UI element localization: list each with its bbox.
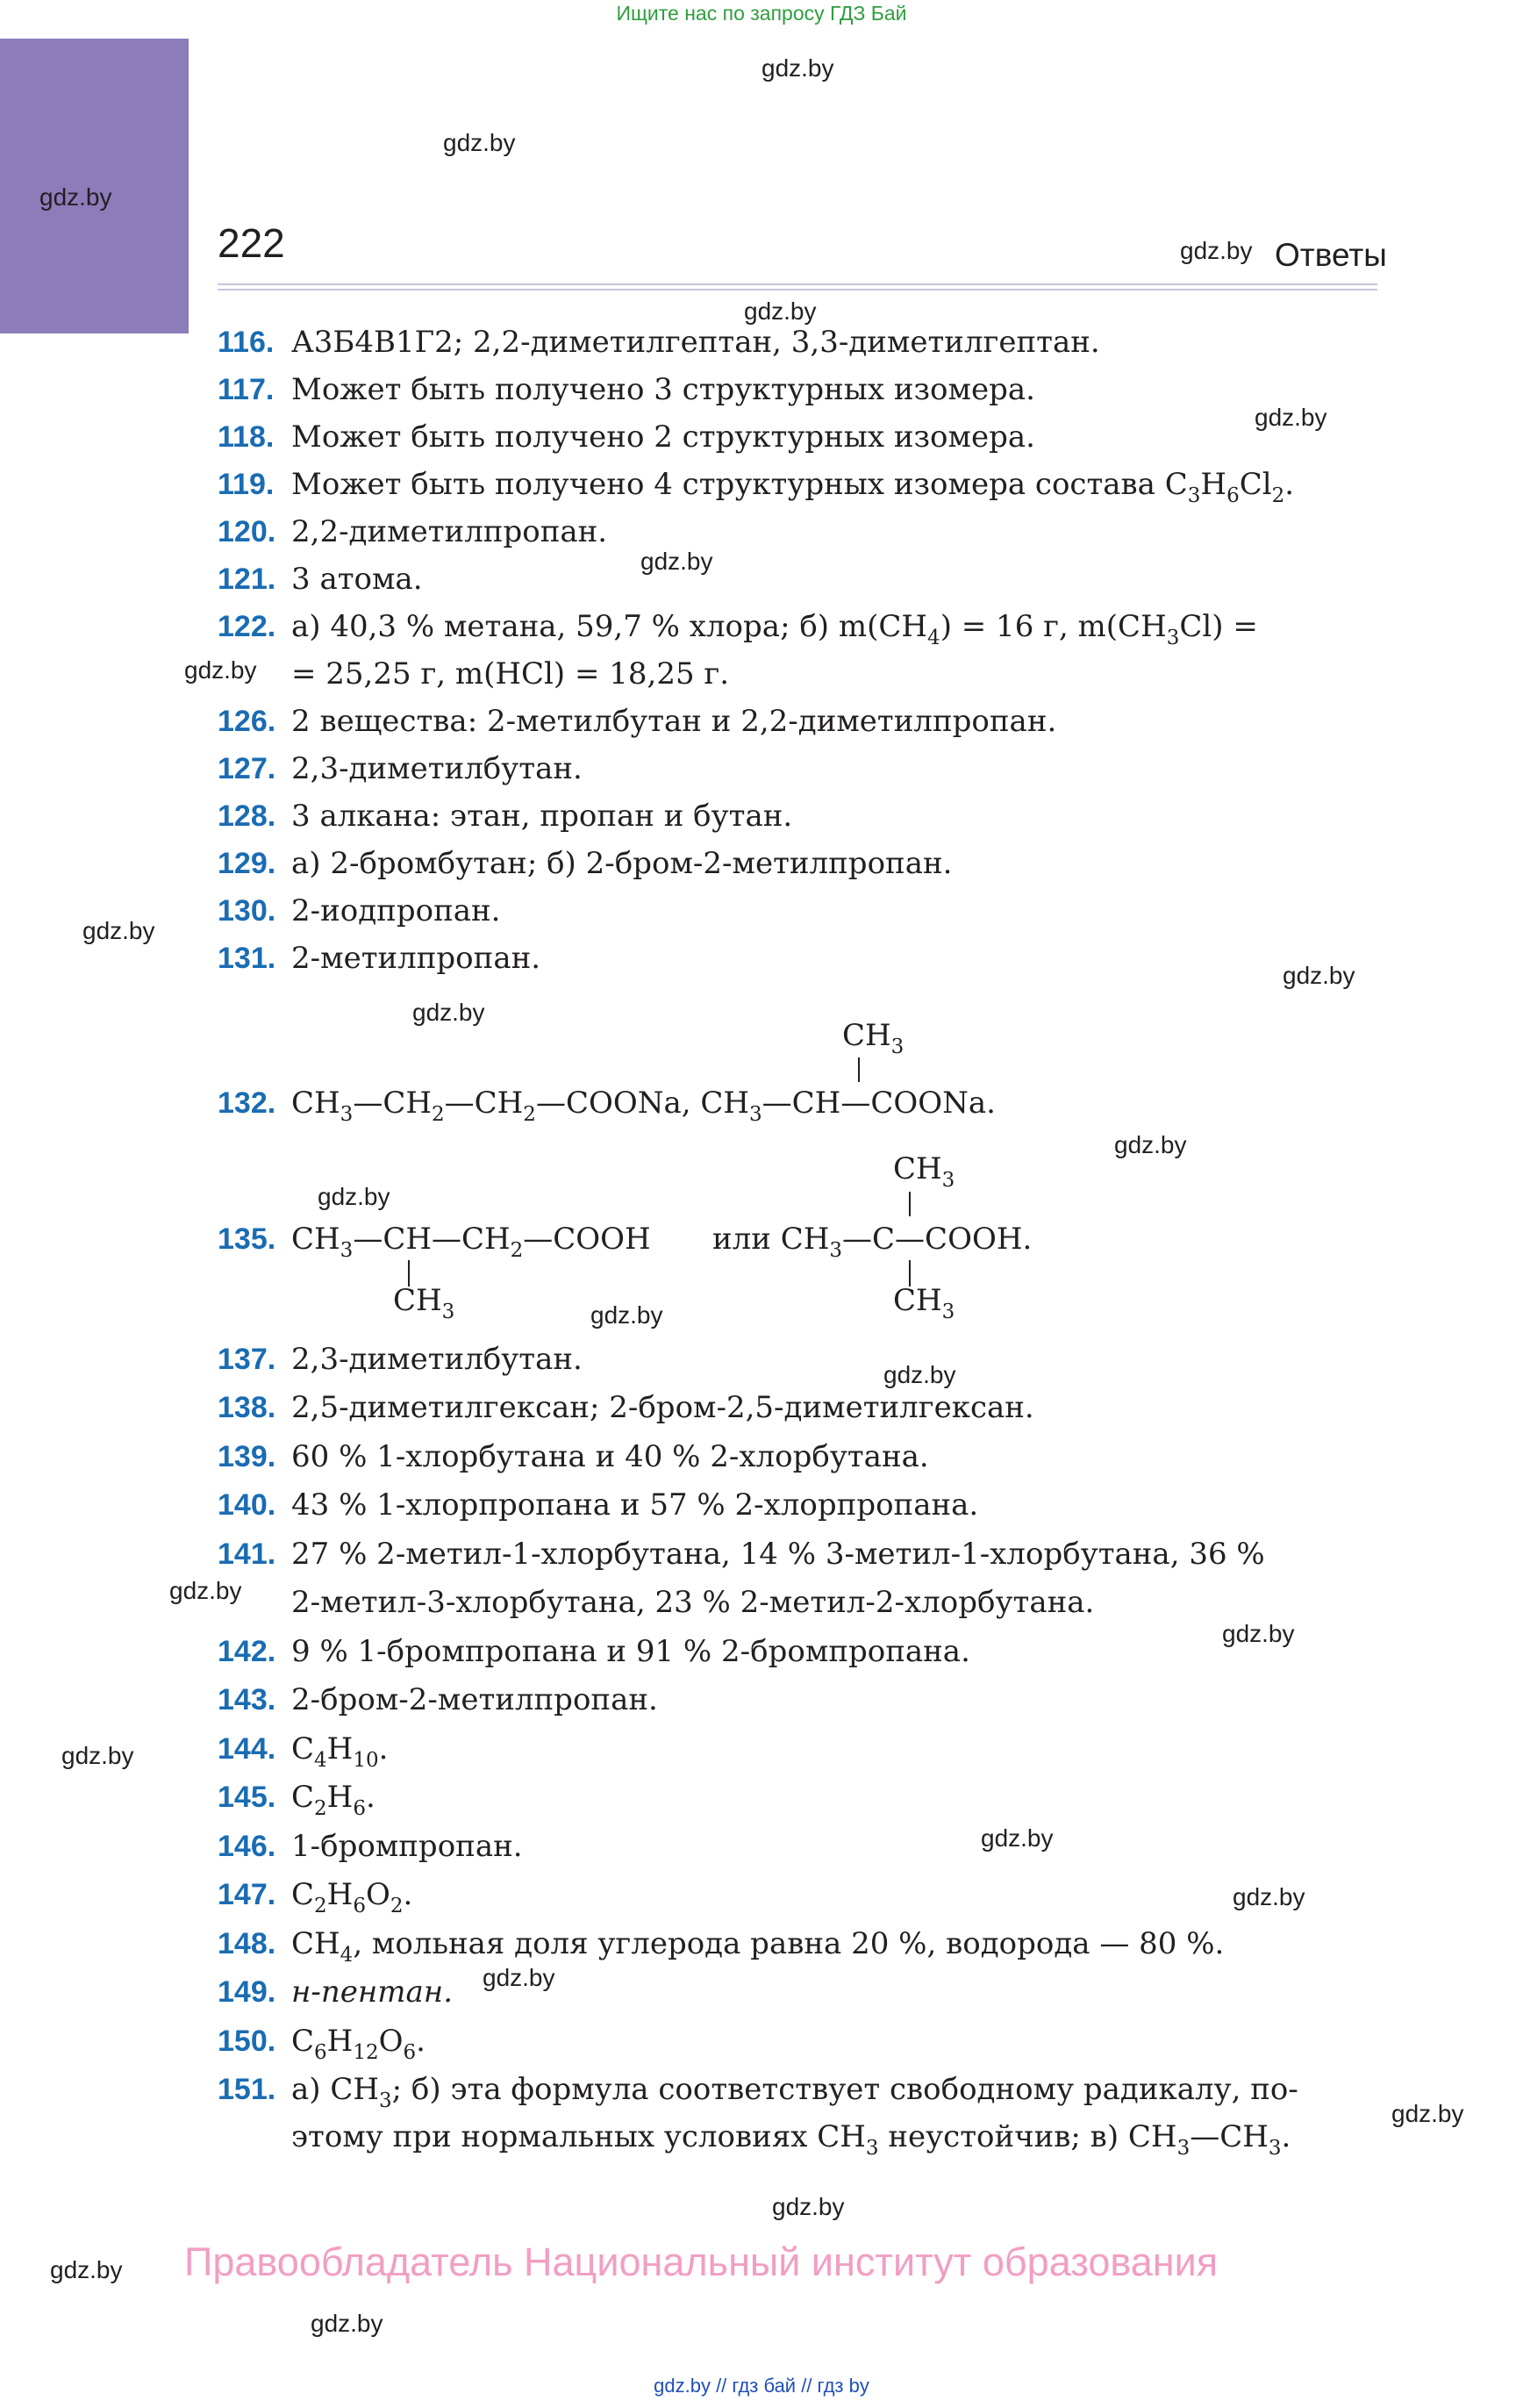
answer-text: а) CH	[291, 2072, 380, 2107]
answer-text: 43 % 1-хлорпропана и 57 % 2-хлорпропана.	[291, 1487, 979, 1523]
answer-text: .	[403, 1877, 413, 1912]
formula-branch-top	[842, 1018, 905, 1058]
answer-number: 137.	[218, 1343, 276, 1376]
answer-text: —CH	[1190, 2119, 1269, 2154]
formula-atom: CH	[780, 1222, 830, 1257]
watermark: gdz.by	[1114, 1131, 1187, 1158]
formula-atom: —C—COOH.	[842, 1222, 1033, 1257]
subscript: 3	[1187, 484, 1201, 507]
formula-branch-bottom	[393, 1283, 455, 1323]
answer-122	[218, 609, 1258, 648]
answer-number: 119.	[218, 468, 275, 501]
watermark: gdz.by	[772, 2193, 845, 2220]
answer-number: 118.	[218, 420, 275, 454]
answer-127	[218, 751, 583, 786]
answer-119	[218, 467, 1294, 505]
formula-atom: CH	[291, 1222, 340, 1257]
answer-text: .	[365, 1780, 375, 1815]
subscript: 2	[510, 1239, 524, 1262]
answer-128	[218, 799, 792, 834]
formula-atom: —CH	[444, 1086, 524, 1121]
watermark: gdz.by	[483, 1964, 555, 1991]
watermark: gdz.by	[744, 297, 817, 325]
answer-text: Может быть получено 2 структурных изомера.	[291, 419, 1035, 455]
watermark: gdz.by	[1283, 962, 1355, 989]
answer-120	[218, 514, 607, 549]
answer-118	[218, 419, 1035, 455]
watermark: gdz.by	[1180, 237, 1253, 264]
answer-number: 140.	[218, 1488, 276, 1522]
subscript: 3	[1166, 627, 1180, 649]
answer-135	[218, 1222, 651, 1260]
answer-text: C	[291, 1780, 315, 1815]
watermark: gdz.by	[412, 999, 485, 1026]
answer-text: н-пентан.	[291, 1974, 454, 2010]
page-number: 222	[218, 220, 285, 266]
answer-text: Cl	[1239, 467, 1272, 502]
answer-text: O	[378, 2024, 404, 2059]
formula-atom: CH	[893, 1283, 942, 1318]
subscript: 6	[1226, 484, 1240, 507]
footer-links[interactable]: gdz.by // гдз бай // гдз by	[654, 2375, 869, 2397]
answer-146	[218, 1829, 523, 1864]
answer-138	[218, 1390, 1034, 1425]
answer-140	[218, 1487, 978, 1523]
watermark: gdz.by	[1391, 2100, 1464, 2127]
formula-atom: —COOH	[523, 1222, 651, 1257]
answer-149	[218, 1974, 453, 2010]
answer-text: 1-бромпропан.	[291, 1829, 523, 1864]
bond-line	[858, 1057, 860, 1082]
subscript: 3	[340, 1239, 354, 1262]
answer-142	[218, 1634, 970, 1669]
answer-text: ; б) эта формула соответствует свободному радикалу, по-	[391, 2072, 1298, 2107]
answer-number: 120.	[218, 515, 276, 548]
watermark: gdz.by	[762, 54, 834, 82]
answer-text: 2 вещества: 2-метилбутан и 2,2-диметилпропан.	[291, 704, 1057, 739]
answer-number: 148.	[218, 1927, 276, 1960]
header-rule	[218, 289, 1377, 290]
answer-text: 9 % 1-бромпропана и 91 % 2-бромпропана.	[291, 1634, 970, 1669]
copyright-notice: Правообладатель Национальный институт образования	[184, 2240, 1219, 2284]
answer-text: 2,5-диметилгексан; 2-бром-2,5-диметилгексан.	[291, 1390, 1034, 1425]
answer-number: 144.	[218, 1732, 276, 1766]
answer-number: 151.	[218, 2073, 276, 2106]
answer-126	[218, 704, 1056, 739]
subscript: 6	[403, 2041, 417, 2064]
answer-text: а) 2-бромбутан; б) 2-бром-2-метилпропан.	[291, 846, 953, 881]
watermark: gdz.by	[640, 548, 713, 575]
answer-147	[218, 1877, 412, 1916]
answer-141	[218, 1537, 1265, 1572]
answer-129	[218, 846, 952, 881]
answer-text: неустойчив; в) CH	[878, 2119, 1177, 2154]
answer-141-continued: 2-метил-3-хлорбутана, 23 % 2-метил-2-хлорбутана.	[291, 1585, 1095, 1620]
watermark: gdz.by	[981, 1824, 1054, 1852]
answer-text: Cl) =	[1179, 609, 1258, 644]
subscript: 3	[890, 1036, 905, 1058]
answer-text: 2,3-диметилбутан.	[291, 751, 583, 786]
answer-number: 131.	[218, 942, 276, 975]
answer-text: 2-метилпропан.	[291, 941, 541, 976]
subscript: 2	[431, 1103, 445, 1126]
answer-151-continued	[291, 2119, 1291, 2158]
answer-text: 2,3-диметилбутан.	[291, 1342, 583, 1377]
answer-text: H	[326, 1780, 354, 1815]
watermark: gdz.by	[39, 183, 112, 211]
answer-number: 146.	[218, 1830, 276, 1863]
answer-number: 126.	[218, 705, 276, 738]
subscript: 3	[340, 1103, 354, 1126]
formula-atom: CH	[393, 1283, 442, 1318]
answer-text: а) 40,3 % метана, 59,7 % хлора; б) m(CH	[291, 609, 928, 644]
formula-atom: CH	[842, 1018, 891, 1053]
answer-text: H	[326, 2024, 354, 2059]
answer-text: 27 % 2-метил-1-хлорбутана, 14 % 3-метил-1-хлорбутана, 36 %	[291, 1537, 1265, 1572]
answer-number: 138.	[218, 1391, 276, 1424]
answer-text: этому при нормальных условиях CH	[291, 2119, 866, 2154]
answer-text: 2-иодпропан.	[291, 893, 501, 928]
watermark: gdz.by	[590, 1301, 663, 1329]
answer-number: 117.	[218, 373, 275, 406]
answer-122-continued: = 25,25 г, m(HCl) = 18,25 г.	[291, 656, 730, 692]
answer-130	[218, 893, 500, 928]
subscript: 3	[441, 1301, 455, 1323]
formula-atom: CH	[291, 1086, 340, 1121]
answer-117	[218, 372, 1035, 407]
answer-number: 142.	[218, 1635, 276, 1668]
formula-atom: CH	[893, 1151, 942, 1186]
answer-text: 60 % 1-хлорбутана и 40 % 2-хлорбутана.	[291, 1439, 929, 1474]
answer-number: 127.	[218, 752, 276, 785]
answer-139	[218, 1439, 929, 1474]
subscript: 3	[941, 1169, 955, 1192]
subscript: 10	[353, 1749, 379, 1772]
subscript: 4	[340, 1944, 354, 1967]
answer-text: А3Б4В1Г2; 2,2-диметилгептан, 3,3-диметилгептан.	[291, 325, 1100, 360]
answer-number: 121.	[218, 563, 276, 596]
subscript: 2	[314, 1797, 327, 1820]
answer-text: CH	[291, 1926, 340, 1961]
subscript: 4	[927, 627, 940, 649]
watermark: gdz.by	[82, 917, 155, 944]
answer-text: Может быть получено 3 структурных изомера.	[291, 372, 1035, 407]
formula-atom: —CH—COONa.	[762, 1086, 996, 1121]
formula-atom: —COONa, CH	[535, 1086, 750, 1121]
subscript: 3	[829, 1239, 843, 1262]
answer-116	[218, 325, 1100, 360]
formula-branch-top	[893, 1151, 955, 1192]
watermark: gdz.by	[443, 129, 516, 156]
top-banner[interactable]: Ищите нас по запросу ГДЗ Бай	[616, 2, 907, 25]
watermark: gdz.by	[169, 1577, 242, 1604]
header-rule	[218, 283, 1377, 285]
answer-number: 116.	[218, 326, 275, 359]
answer-131	[218, 941, 540, 976]
answer-text: H	[326, 1731, 354, 1767]
subscript: 2	[523, 1103, 536, 1126]
answer-number: 130.	[218, 894, 276, 928]
subscript: 3	[1268, 2137, 1282, 2160]
answer-number: 132.	[218, 1086, 276, 1120]
answer-number: 129.	[218, 847, 276, 880]
formula-or	[712, 1222, 1032, 1260]
answer-text: 3 атома.	[291, 562, 423, 597]
answer-number: 128.	[218, 799, 276, 833]
answer-121	[218, 562, 423, 597]
answer-text: C	[291, 2024, 315, 2059]
subscript: 2	[1271, 484, 1285, 507]
watermark: gdz.by	[1233, 1883, 1305, 1910]
answer-text: .	[416, 2024, 425, 2059]
subscript: 6	[314, 2041, 327, 2064]
answer-text: 2-бром-2-метилпропан.	[291, 1682, 658, 1717]
answer-text: O	[365, 1877, 390, 1912]
answer-text: .	[378, 1731, 389, 1767]
answer-text: , мольная доля углерода равна 20 %, водорода — 80 %.	[353, 1926, 1225, 1961]
answer-number: 149.	[218, 1975, 276, 2009]
answer-text: C	[291, 1877, 315, 1912]
answer-143	[218, 1682, 658, 1717]
formula-word: или	[712, 1222, 771, 1257]
answer-number: 143.	[218, 1683, 276, 1716]
subscript: 6	[353, 1797, 366, 1820]
formula-atom: —CH	[353, 1086, 432, 1121]
answer-text: .	[1281, 2119, 1291, 2154]
answer-number: 122.	[218, 610, 276, 643]
answer-number: 147.	[218, 1878, 276, 1911]
watermark: gdz.by	[184, 656, 257, 684]
subscript: 2	[390, 1895, 404, 1917]
formula-atom: —CH—CH	[353, 1222, 511, 1257]
answer-148	[218, 1926, 1224, 1965]
answer-text: ) = 16 г, m(CH	[940, 609, 1167, 644]
answer-text: H	[1200, 467, 1227, 502]
watermark: gdz.by	[50, 2256, 123, 2283]
bond-line	[909, 1192, 911, 1216]
subscript: 3	[749, 1103, 762, 1126]
answer-text: 2,2-диметилпропан.	[291, 514, 608, 549]
answer-145	[218, 1780, 375, 1818]
subscript: 3	[1176, 2137, 1191, 2160]
answer-number: 141.	[218, 1537, 276, 1571]
subscript: 2	[314, 1895, 327, 1917]
subscript: 12	[353, 2041, 379, 2064]
answer-text: H	[326, 1877, 354, 1912]
answer-151	[218, 2072, 1298, 2111]
watermark: gdz.by	[1255, 404, 1327, 431]
subscript: 3	[865, 2137, 879, 2160]
answer-137	[218, 1342, 583, 1377]
answer-text: Может быть получено 4 структурных изомера состава C	[291, 467, 1188, 502]
answer-144	[218, 1731, 388, 1770]
answer-text: .	[1284, 467, 1295, 502]
watermark: gdz.by	[61, 1742, 134, 1769]
answer-number: 135.	[218, 1222, 276, 1256]
answer-text: C	[291, 1731, 315, 1767]
watermark: gdz.by	[311, 2310, 383, 2337]
subscript: 4	[314, 1749, 327, 1772]
answer-text: 3 алкана: этан, пропан и бутан.	[291, 799, 793, 834]
answer-number: 145.	[218, 1781, 276, 1814]
section-title: Ответы	[1275, 237, 1387, 273]
watermark: gdz.by	[1222, 1620, 1295, 1647]
subscript: 3	[941, 1301, 955, 1323]
watermark: gdz.by	[318, 1183, 390, 1210]
subscript: 3	[379, 2089, 392, 2112]
answer-132	[218, 1086, 996, 1124]
watermark: gdz.by	[883, 1361, 956, 1388]
subscript: 6	[353, 1895, 366, 1917]
formula-branch-bottom	[893, 1283, 955, 1323]
answer-number: 150.	[218, 2025, 276, 2058]
answer-150	[218, 2024, 425, 2062]
answer-number: 139.	[218, 1440, 276, 1473]
